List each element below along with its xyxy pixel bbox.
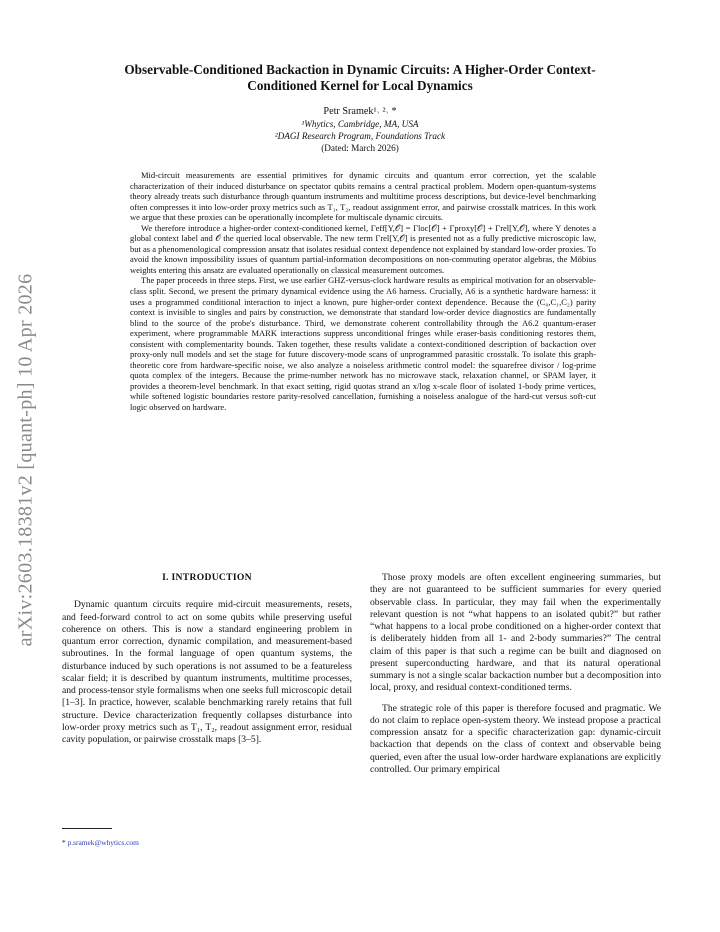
right-column — [370, 572, 661, 776]
footnote-rule — [62, 828, 112, 829]
author-line: Petr Sramek¹˒ ²˒ * — [323, 106, 397, 117]
section-heading-introduction: I. INTRODUCTION — [162, 572, 252, 583]
abstract — [130, 170, 596, 413]
arxiv-id-text: arXiv:2603.18381v2 [quant-ph] 10 Apr 2026 — [14, 273, 37, 647]
paper-header — [110, 62, 610, 154]
intro-paragraph-1: Dynamic quantum circuits require mid-circuit measurements, resets, and feed-forward control to act on some qubits while preserving useful coherence on others. This is now a standard engineering problem in quantum error correction, dynamic compilation, and measurement-based subroutines. In the formal language of open quantum systems, the disturbance induced by such operations is not assumed to be a featureless scalar field; it is described by quantum instruments, multitime processes, and process-tensor style formalisms when one seeks full microscopic detail [1–3]. In practice, however, scalable benchmarking rarely retains that full structure. Device characterization frequently collapses disturbance into low-order proxy metrics such as T₁, T₂, readout assignment error, residual cavity population, or pairwise crosstalk maps [3–5]. — [62, 599, 352, 745]
intro-paragraph-3: The strategic role of this paper is therefore focused and pragmatic. We do not claim to replace open-system theory. We instead propose a practical compression ansatz for a specific characterization gap: dynamic-circuit backaction that depends on the class of context and observable being queried, even after the usual low-order hardware explanations are explicitly controlled. Our primary empirical — [370, 702, 661, 775]
footnote-marker: * — [62, 838, 66, 847]
left-column — [62, 572, 352, 746]
intro-paragraph-2: Those proxy models are often excellent engineering summaries, but they are not guaranteed to be sufficient summaries for every queried observable class. In particular, they may fail when the experimentally relevant question is not “what happens to an isolated qubit?” but rather “what happens to a local probe conditioned on a higher-order context that is deliberately hidden from all 1- and 2-body summaries?” The central claim of this paper is that such a regime can be built and diagnosed on present superconducting hardware, and that its natural operational summary is not a single scalar backaction number but a decomposition into local, proxy, and residual context-conditioned terms. — [370, 572, 661, 694]
affiliation-1: ¹Whytics, Cambridge, MA, USA — [301, 119, 419, 129]
author-email-link[interactable]: p.sramek@whytics.com — [67, 838, 139, 847]
abstract-paragraph-1: Mid-circuit measurements are essential primitives for dynamic circuits and quantum error correction, yet the scalable characterization of their induced disturbance on spectator qubits remains a central practical problem. Modern open-quantum-systems theory already treats such disturbance through quantum instruments and multitime process descriptions, but device-level benchmarking often compresses it into low-order proxy metrics such as T₁, T₂, readout assignment error, and pairwise crosstalk matrices. In this work we argue that these proxies can be operationally incomplete for multiscale dynamic circuits. — [130, 170, 596, 223]
abstract-paragraph-3: The paper proceeds in three steps. First, we use earlier GHZ-versus-clock hardware results as empirical motivation for an observable-class split. Second, we present the primary dynamical evidence using the A6 harness. Crucially, A6 is a synthetic hardware harness: it uses a programmed conditional interaction to inject a known, pure higher-order context dependence. Because the (C₀,C₁,C₂) parity context is invisible to singles and pairs by construction, we demonstrate that standard low-order device diagnostics are fundamentally blind to the source of the probe's disturbance. Third, we demonstrate coherent controllability through the A6.2 quantum-eraser experiment, where programmable MARK interactions suppress unconditional fringes while eraser-basis conditioning restores them, consistent with complementarity bounds. Taken together, these results validate a context-conditioned description of backaction over proxy-only null models and set the stage for future discovery-mode scans of unprogrammed parasitic crosstalk. To isolate this graph-theoretic core from hardware-specific noise, we also analyze a noiseless arithmetic control model: the squarefree divisor / log-prime quota complex of the integers. Because the prime-number network has no microwave stack, relaxation channel, or SPAM layer, it provides a theorem-level benchmark. In that exact setting, rigid quotas strand an x/log x-scale floor of isolated 1-body prime vertices, while softened logistic boundaries restore parity-resolved cancellation, furnishing a noiseless analogue of the hard-cut versus soft-cut logic observed on hardware. — [130, 275, 596, 413]
affiliation-2: ²DAGI Research Program, Foundations Track — [274, 131, 446, 141]
arxiv-stamp — [6, 250, 46, 670]
paper-title: Observable-Conditioned Backaction in Dynamic Circuits: A Higher-Order Context-Conditioned Kernel for Local Dynamics — [124, 62, 596, 93]
footnote — [62, 838, 139, 848]
dated-line: (Dated: March 2026) — [321, 143, 399, 153]
abstract-paragraph-2: We therefore introduce a higher-order context-conditioned kernel, Γeff[Y,𝒪] = Γloc[𝒪] + Γproxy[𝒪] + Γrel[Y,𝒪], where Y denotes a global context label and 𝒪 the queried local observable. The new term Γrel[Y,𝒪] is presented not as a fully predictive microscopic law, but as a phenomenological compression ansatz that isolates residual context dependence not explained by standard low-order proxies. To avoid the known impossibility issues of quantum partial-information decompositions on non-commuting operator algebras, the Möbius weights entering this ansatz are evaluated operationally on classical measurement outcomes. — [130, 222, 596, 275]
